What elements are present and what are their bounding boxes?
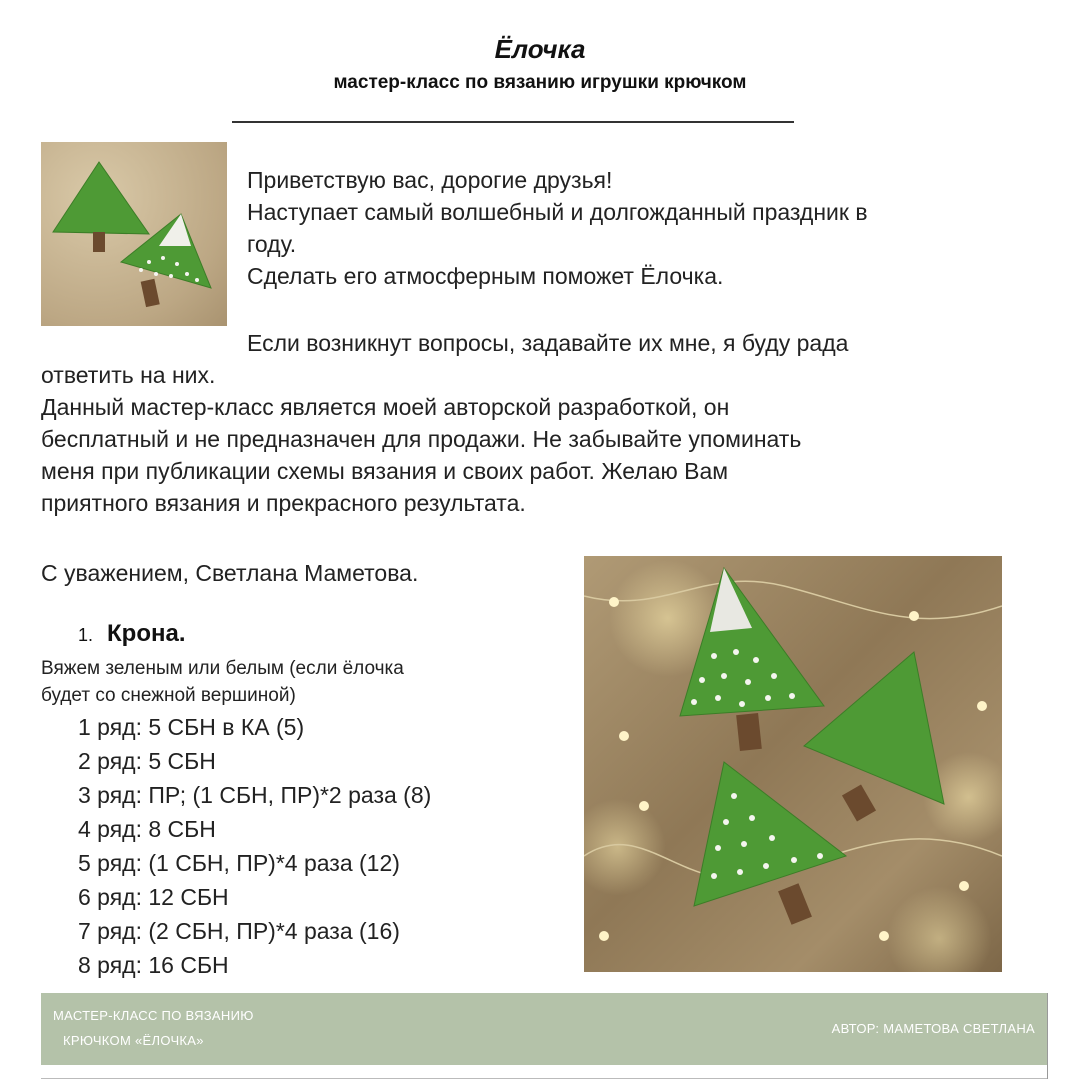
intro-line: Сделать его атмосферным поможет Ёлочка. <box>247 263 724 289</box>
intro-line: году. <box>247 231 297 257</box>
body-line: меня при публикации схемы вязания и своих работ. Желаю Вам <box>41 458 729 484</box>
section-number: 1. <box>78 625 94 645</box>
pattern-row: 5 ряд: (1 СБН, ПР)*4 раза (12) <box>78 850 400 876</box>
footer-banner <box>41 993 1047 1065</box>
page-edge <box>41 1078 1047 1079</box>
signature: С уважением, Светлана Маметова. <box>41 560 419 586</box>
pattern-rows <box>78 710 431 982</box>
body-line: Данный мастер-класс является моей авторской разработкой, он <box>41 394 730 420</box>
body-line: ответить на них. <box>41 362 216 388</box>
pattern-row: 3 ряд: ПР; (1 СБН, ПР)*2 раза (8) <box>78 782 432 808</box>
body-line: приятного вязания и прекрасного результата. <box>41 490 526 516</box>
pattern-row: 8 ряд: 16 СБН <box>78 952 229 978</box>
section-description <box>41 655 541 709</box>
section-desc-line: будет со снежной вершиной) <box>41 685 296 706</box>
section-desc-line: Вяжем зеленым или белым (если ёлочка <box>41 658 404 679</box>
footer-author: АВТОР: МАМЕТОВА СВЕТЛАНА <box>831 1021 1035 1036</box>
pattern-row: 2 ряд: 5 СБН <box>78 748 216 774</box>
footer-line: КРЮЧКОМ «ЁЛОЧКА» <box>63 1033 204 1048</box>
pattern-row: 4 ряд: 8 СБН <box>78 816 216 842</box>
section-heading <box>78 620 186 648</box>
intro-paragraph <box>247 164 1047 292</box>
page-subtitle: мастер-класс по вязанию игрушки крючком <box>333 72 747 93</box>
section-name: Крона. <box>107 620 186 647</box>
footer-line: МАСТЕР-КЛАСС ПО ВЯЗАНИЮ <box>53 1008 254 1023</box>
body-line: бесплатный и не предназначен для продажи. Не забывайте упоминать <box>41 426 802 452</box>
intro-line: Наступает самый волшебный и долгожданный праздник в <box>247 199 868 225</box>
body-line: Если возникнут вопросы, задавайте их мне, я буду рада <box>247 330 849 356</box>
pattern-row: 7 ряд: (2 СБН, ПР)*4 раза (16) <box>78 918 400 944</box>
body-paragraph <box>41 327 1041 519</box>
small-tree-photo <box>41 142 227 326</box>
page-title: Ёлочка <box>494 34 586 64</box>
page-edge <box>1047 993 1048 1079</box>
footer-course-title <box>53 1003 373 1053</box>
pattern-row: 1 ряд: 5 СБН в КА (5) <box>78 714 305 740</box>
pattern-row: 6 ряд: 12 СБН <box>78 884 229 910</box>
title-divider <box>232 121 794 123</box>
trees-photo <box>584 556 1002 972</box>
intro-line: Приветствую вас, дорогие друзья! <box>247 167 613 193</box>
